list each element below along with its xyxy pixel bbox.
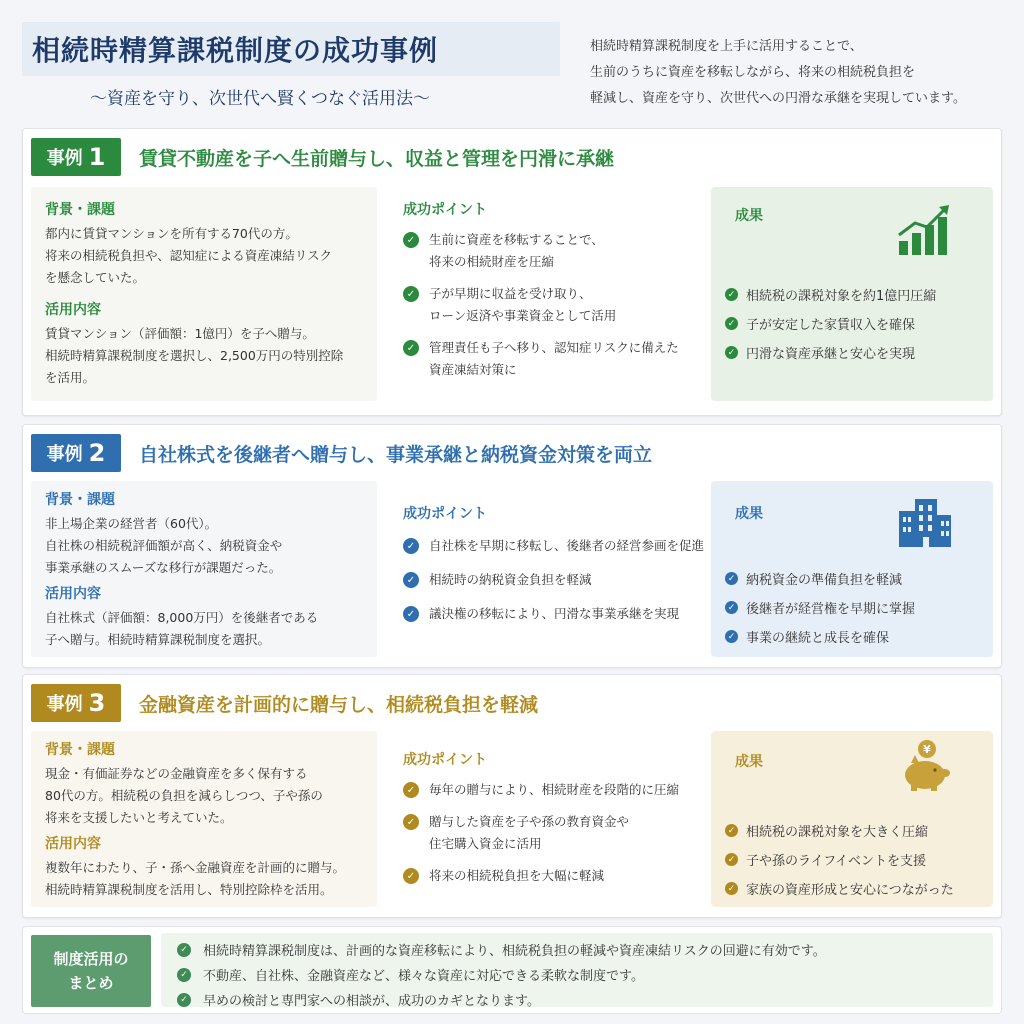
result-item (725, 821, 979, 840)
check-icon: ✓ (725, 630, 738, 643)
point-item (403, 603, 697, 625)
background-text (45, 223, 363, 289)
result-text: 相続税の課税対象を大きく圧縮 (746, 825, 929, 840)
case-badge (31, 138, 121, 176)
background-label: 背景・課題 (45, 202, 115, 218)
summary-item (177, 937, 977, 962)
result-item (725, 879, 979, 898)
points-panel (395, 187, 705, 393)
text-line: 事業承継のスムーズな移行が課題だった。 (45, 560, 282, 575)
summary-badge-line: 制度活用の (53, 950, 129, 968)
intro-line: 相続時精算課税制度を上手に活用することで、 (590, 39, 863, 54)
background-panel (31, 481, 377, 657)
page-header (0, 0, 1024, 120)
check-icon: ✓ (403, 606, 419, 622)
summary-item (177, 987, 977, 1012)
summary-item (177, 962, 977, 987)
points-panel (395, 491, 705, 637)
text-line: 現金・有価証券などの金融資産を多く保有する (45, 766, 308, 781)
results-panel (711, 187, 993, 401)
check-icon: ✓ (725, 346, 738, 359)
result-text: 子が安定した家賃収入を確保 (746, 318, 916, 333)
case-title: 金融資産を計画的に贈与し、相続税負担を軽減 (139, 693, 539, 716)
point-item (403, 337, 697, 381)
usage-label: 活用内容 (45, 302, 101, 318)
background-panel (31, 731, 377, 907)
results-label: 成果 (735, 754, 763, 770)
check-icon: ✓ (177, 943, 191, 957)
page-title: 相続時精算課税制度の成功事例 (32, 34, 439, 67)
point-text: 子が早期に収益を受け取り、 (429, 286, 592, 301)
text-line: 将来の相続税負担や、認知症による資産凍結リスク (45, 248, 333, 263)
check-icon: ✓ (725, 882, 738, 895)
case-badge-number: 3 (88, 689, 106, 717)
usage-label: 活用内容 (45, 586, 101, 602)
page-subtitle: 〜資産を守り、次世代へ賢くつなぐ活用法〜 (90, 89, 430, 109)
text-line: 都内に賃貸マンションを所有する70代の方。 (45, 226, 298, 241)
result-item (725, 285, 979, 304)
text-line: 賃貸マンション（評価額：1億円）を子へ贈与。 (45, 326, 315, 341)
title-box (22, 22, 560, 76)
point-text: 相続時の納税資金負担を軽減 (429, 572, 592, 587)
intro-line: 軽減し、資産を守り、次世代への円滑な承継を実現しています。 (590, 91, 966, 106)
check-icon: ✓ (403, 286, 419, 302)
text-line: を懸念していた。 (45, 270, 146, 285)
point-item (403, 229, 697, 273)
check-icon: ✓ (725, 601, 738, 614)
point-text: 将来の相続税負担を大幅に軽減 (429, 868, 605, 883)
case-card-2 (22, 424, 1002, 668)
case-badge-number: 2 (88, 439, 106, 467)
check-icon: ✓ (177, 993, 191, 1007)
points-label: 成功ポイント (403, 506, 487, 522)
case-badge-label: 事例 (46, 444, 83, 465)
background-text (45, 763, 363, 829)
check-icon: ✓ (725, 824, 738, 837)
check-icon: ✓ (403, 538, 419, 554)
check-icon: ✓ (177, 968, 191, 982)
result-text: 円滑な資産承継と安心を実現 (746, 347, 916, 362)
point-text: 住宅購入資金に活用 (429, 836, 542, 851)
case-badge (31, 684, 121, 722)
case-badge-number: 1 (88, 143, 106, 171)
case-header (31, 683, 993, 723)
result-text: 相続税の課税対象を約1億円圧縮 (746, 289, 937, 304)
background-panel (31, 187, 377, 401)
case-badge-label: 事例 (46, 148, 83, 169)
background-label: 背景・課題 (45, 492, 115, 508)
text-line: 80代の方。相続税の負担を減らしつつ、子や孫の (45, 788, 323, 803)
result-item (725, 850, 979, 869)
case-badge (31, 434, 121, 472)
text-line: 相続時精算課税制度を活用し、特別控除枠を活用。 (45, 882, 333, 897)
result-item (725, 314, 979, 333)
point-item (403, 865, 697, 887)
case-header (31, 137, 993, 177)
summary-list (161, 933, 993, 1007)
point-text: 資産凍結対策に (429, 362, 517, 377)
summary-text: 不動産、自社株、金融資産など、様々な資産に対応できる柔軟な制度です。 (203, 969, 644, 984)
result-item (725, 569, 979, 588)
points-label: 成功ポイント (403, 752, 487, 768)
usage-text (45, 857, 363, 901)
check-icon: ✓ (403, 232, 419, 248)
check-icon: ✓ (725, 572, 738, 585)
check-icon: ✓ (403, 868, 419, 884)
point-item (403, 535, 705, 557)
point-item (403, 779, 697, 801)
point-text: 生前に資産を移転することで、 (429, 232, 604, 247)
results-label: 成果 (735, 208, 763, 224)
result-item (725, 343, 979, 362)
summary-text: 相続時精算課税制度は、計画的な資産移転により、相続税負担の軽減や資産凍結リスクの回避に有効です。 (203, 944, 826, 959)
point-text: 自社株を早期に移転し、後継者の経営参画を促進 (429, 538, 705, 553)
background-text (45, 513, 363, 579)
usage-text (45, 323, 363, 389)
text-line: 非上場企業の経営者（60代）。 (45, 516, 218, 531)
result-item (725, 627, 979, 646)
text-line: 自社株の相続税評価額が高く、納税資金や (45, 538, 283, 553)
point-item (403, 569, 697, 591)
point-text: 将来の相続財産を圧縮 (429, 254, 555, 269)
case-title: 賃貸不動産を子へ生前贈与し、収益と管理を円滑に承継 (139, 147, 615, 170)
text-line: 自社株式（評価額：8,000万円）を後継者である (45, 610, 319, 625)
building-icon (897, 497, 953, 553)
summary-badge (31, 935, 151, 1007)
case-title: 自社株式を後継者へ贈与し、事業承継と納税資金対策を両立 (139, 443, 653, 466)
results-panel (711, 481, 993, 657)
case-card-3 (22, 674, 1002, 918)
result-item (725, 598, 979, 617)
background-label: 背景・課題 (45, 742, 115, 758)
point-text: 贈与した資産を子や孫の教育資金や (429, 814, 630, 829)
check-icon: ✓ (725, 288, 738, 301)
point-text: 毎年の贈与により、相続財産を段階的に圧縮 (429, 782, 680, 797)
point-item (403, 283, 697, 327)
text-line: を活用。 (45, 370, 96, 385)
check-icon: ✓ (725, 317, 738, 330)
case-card-1 (22, 128, 1002, 416)
intro-line: 生前のうちに資産を移転しながら、将来の相続税負担を (590, 65, 916, 80)
point-text: ローン返済や事業資金として活用 (429, 308, 617, 323)
growth-chart-icon (895, 205, 953, 261)
results-panel (711, 731, 993, 907)
points-panel (395, 737, 705, 899)
check-icon: ✓ (403, 814, 419, 830)
text-line: 相続時精算課税制度を選択し、2,500万円の特別控除 (45, 348, 344, 363)
summary-badge-line: まとめ (68, 974, 114, 992)
usage-label: 活用内容 (45, 836, 101, 852)
point-text: 管理責任も子へ移り、認知症リスクに備えた (429, 340, 679, 355)
result-text: 事業の継続と成長を確保 (746, 631, 890, 646)
point-item (403, 811, 697, 855)
result-text: 後継者が経営権を早期に掌握 (746, 602, 916, 617)
case-badge-label: 事例 (46, 694, 83, 715)
result-text: 納税資金の準備負担を軽減 (746, 573, 903, 588)
text-line: 複数年にわたり、子・孫へ金融資産を計画的に贈与。 (45, 860, 346, 875)
check-icon: ✓ (403, 572, 419, 588)
point-text: 議決権の移転により、円滑な事業承継を実現 (429, 606, 680, 621)
check-icon: ✓ (403, 340, 419, 356)
result-text: 子や孫のライフイベントを支援 (746, 854, 927, 869)
check-icon: ✓ (725, 853, 738, 866)
case-header (31, 433, 993, 473)
usage-text (45, 607, 363, 651)
intro-text (590, 34, 1010, 112)
piggy-bank-yen-icon (897, 739, 953, 799)
check-icon: ✓ (403, 782, 419, 798)
summary-text: 早めの検討と専門家への相談が、成功のカギとなります。 (203, 994, 540, 1009)
text-line: 子へ贈与。相続時精算課税制度を選択。 (45, 632, 271, 647)
text-line: 将来を支援したいと考えていた。 (45, 810, 233, 825)
results-label: 成果 (735, 506, 763, 522)
points-label: 成功ポイント (403, 202, 487, 218)
svg-text:¥: ¥ (923, 743, 931, 756)
result-text: 家族の資産形成と安心につながった (746, 883, 954, 898)
summary-section (22, 926, 1002, 1014)
